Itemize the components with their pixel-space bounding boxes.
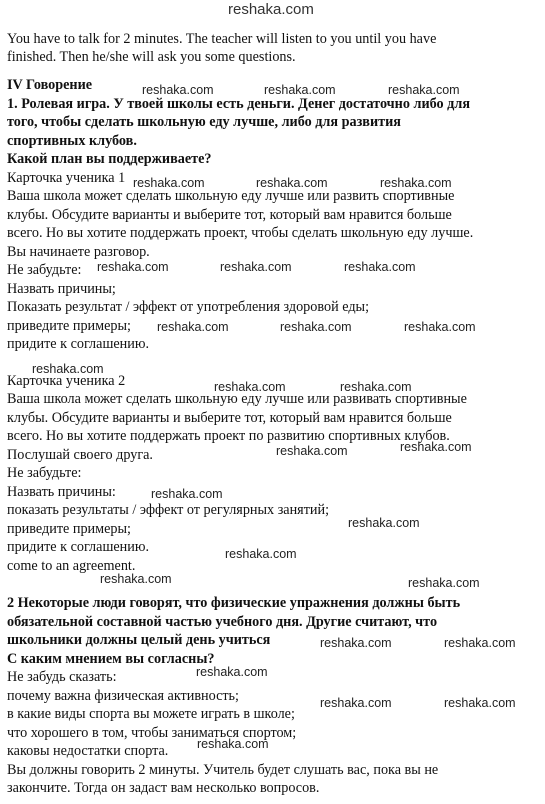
task2-line: каковы недостатки спорта.: [7, 743, 169, 759]
task1-heading-line: того, чтобы сделать школьную еду лучше, либо для развития: [7, 114, 401, 130]
card1-title: Карточка ученика 1: [7, 170, 126, 186]
card1-line: придите к соглашению.: [7, 336, 149, 352]
watermark: reshaka.com: [100, 572, 172, 586]
card2-line: come to an agreement.: [7, 558, 136, 574]
card2-line: Ваша школа может сделать школьную еду лучше или развивать спортивные: [7, 391, 467, 407]
card1-line: Не забудьте:: [7, 262, 82, 278]
task2-line: закончите. Тогда он задаст вам несколько вопросов.: [7, 780, 320, 796]
task2-question: С каким мнением вы согласны?: [7, 651, 215, 667]
watermark: reshaka.com: [348, 516, 420, 530]
watermark: reshaka.com: [344, 260, 416, 274]
card1-line: Ваша школа может сделать школьную еду лучше или развить спортивные: [7, 188, 455, 204]
card1-line: Вы начинаете разговор.: [7, 244, 150, 260]
watermark: reshaka.com: [214, 380, 286, 394]
watermark: reshaka.com: [340, 380, 412, 394]
watermark: reshaka.com: [388, 83, 460, 97]
watermark: reshaka.com: [276, 444, 348, 458]
task2-heading-line: 2 Некоторые люди говорят, что физические упражнения должны быть: [7, 595, 461, 611]
intro-line: You have to talk for 2 minutes. The teacher will listen to you until you have: [7, 31, 437, 47]
watermark: reshaka.com: [97, 260, 169, 274]
card2-line: придите к соглашению.: [7, 539, 149, 555]
watermark: reshaka.com: [320, 696, 392, 710]
card2-line: показать результаты / эффект от регулярных занятий;: [7, 502, 330, 518]
watermark: reshaka.com: [444, 636, 516, 650]
task1-question: Какой план вы поддерживаете?: [7, 151, 212, 167]
card2-line: клубы. Обсудите варианты и выберите тот, который вам нравится больше: [7, 410, 452, 426]
task2-line: что хорошего в том, чтобы заниматься спортом;: [7, 725, 297, 741]
watermark: reshaka.com: [142, 83, 214, 97]
intro-line: finished. Then he/she will ask you some questions.: [7, 49, 296, 65]
document-page: [7, 0, 539, 804]
watermark: reshaka.com: [280, 320, 352, 334]
card2-line: приведите примеры;: [7, 521, 131, 537]
card2-line: Не забудьте:: [7, 465, 82, 481]
watermark: reshaka.com: [225, 547, 297, 561]
card2-line: всего. Но вы хотите поддержать проект по развитию спортивных клубов.: [7, 428, 450, 444]
task2-heading-line: школьники должны целый день учиться: [7, 632, 271, 648]
watermark: reshaka.com: [264, 83, 336, 97]
section-title: IV Говорение: [7, 77, 93, 93]
watermark: reshaka.com: [380, 176, 452, 190]
watermark: reshaka.com: [133, 176, 205, 190]
watermark: reshaka.com: [404, 320, 476, 334]
watermark: reshaka.com: [256, 176, 328, 190]
card2-line: Назвать причины:: [7, 484, 116, 500]
watermark: reshaka.com: [444, 696, 516, 710]
task2-line: Вы должны говорить 2 минуты. Учитель будет слушать вас, пока вы не: [7, 762, 439, 778]
card1-line: приведите примеры;: [7, 318, 131, 334]
card1-line: Показать результат / эффект от употребления здоровой еды;: [7, 299, 370, 315]
watermark: reshaka.com: [196, 665, 268, 679]
task2-heading-line: обязательной составной частью учебного дня. Другие считают, что: [7, 614, 438, 630]
watermark: reshaka.com: [228, 1, 314, 18]
watermark: reshaka.com: [197, 737, 269, 751]
card1-line: Назвать причины;: [7, 281, 116, 297]
task2-line: Не забудь сказать:: [7, 669, 117, 685]
card2-line: Послушай своего друга.: [7, 447, 153, 463]
watermark: reshaka.com: [151, 487, 223, 501]
watermark: reshaka.com: [32, 362, 104, 376]
task1-heading-line: 1. Ролевая игра. У твоей школы есть деньги. Денег достаточно либо для: [7, 96, 470, 112]
card1-line: клубы. Обсудите варианты и выберите тот, который вам нравится больше: [7, 207, 452, 223]
watermark: reshaka.com: [408, 576, 480, 590]
card1-line: всего. Но вы хотите поддержать проект, чтобы сделать школьную еду лучше.: [7, 225, 474, 241]
watermark: reshaka.com: [400, 440, 472, 454]
task2-line: в какие виды спорта вы можете играть в школе;: [7, 706, 295, 722]
watermark: reshaka.com: [320, 636, 392, 650]
task2-line: почему важна физическая активность;: [7, 688, 239, 704]
watermark: reshaka.com: [157, 320, 229, 334]
watermark: reshaka.com: [220, 260, 292, 274]
task1-heading-line: спортивных клубов.: [7, 133, 137, 149]
card2-title: Карточка ученика 2: [7, 373, 126, 389]
